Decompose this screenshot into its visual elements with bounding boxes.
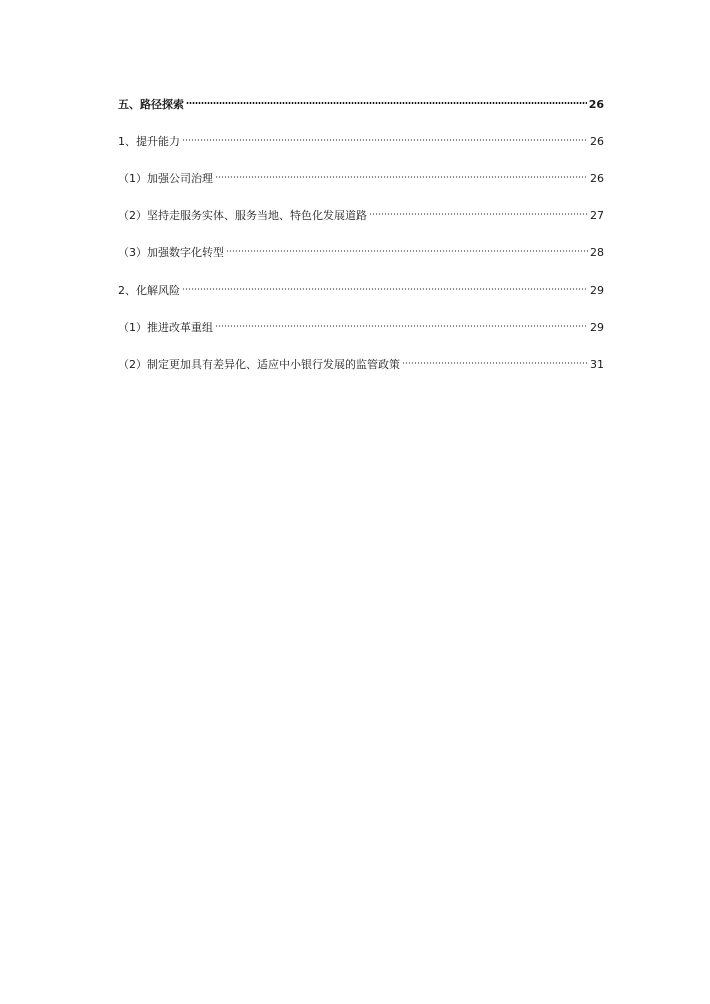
- toc-entry-label: （3）加强数字化转型: [118, 246, 224, 259]
- toc-entry-1-1[interactable]: [118, 172, 604, 186]
- toc-entry-label: （1）推进改革重组: [118, 321, 213, 334]
- dot-leader: [226, 249, 588, 253]
- dot-leader: [182, 138, 588, 142]
- dot-leader: [186, 101, 587, 105]
- dot-leader: [369, 212, 588, 216]
- dot-leader: [402, 361, 588, 365]
- toc-entry-1[interactable]: [118, 135, 604, 149]
- toc-entry-label: 1、提升能力: [118, 135, 180, 148]
- toc-entry-page: 26: [590, 135, 604, 148]
- toc-entry-2-2[interactable]: [118, 358, 604, 372]
- toc-entry-label: 2、化解风险: [118, 284, 180, 297]
- toc-entry-page: 29: [590, 284, 604, 297]
- toc-entry-1-2[interactable]: [118, 209, 604, 223]
- toc-entry-page: 28: [590, 246, 604, 259]
- toc-entry-2[interactable]: [118, 284, 604, 298]
- toc-entry-section-5[interactable]: [118, 98, 604, 112]
- dot-leader: [182, 287, 588, 291]
- toc-entry-page: 29: [590, 321, 604, 334]
- dot-leader: [215, 175, 588, 179]
- dot-leader: [215, 324, 588, 328]
- toc-entry-label: 五、路径探索: [118, 98, 184, 111]
- toc-entry-page: 26: [590, 172, 604, 185]
- toc-entry-label: （2）制定更加具有差异化、适应中小银行发展的监管政策: [118, 358, 400, 371]
- toc-entry-label: （2）坚持走服务实体、服务当地、特色化发展道路: [118, 209, 367, 222]
- toc-entry-label: （1）加强公司治理: [118, 172, 213, 185]
- toc-entry-page: 27: [590, 209, 604, 222]
- toc-entry-page: 26: [588, 98, 604, 111]
- toc-entry-2-1[interactable]: [118, 321, 604, 335]
- toc-entry-1-3[interactable]: [118, 246, 604, 260]
- toc-entry-page: 31: [590, 358, 604, 371]
